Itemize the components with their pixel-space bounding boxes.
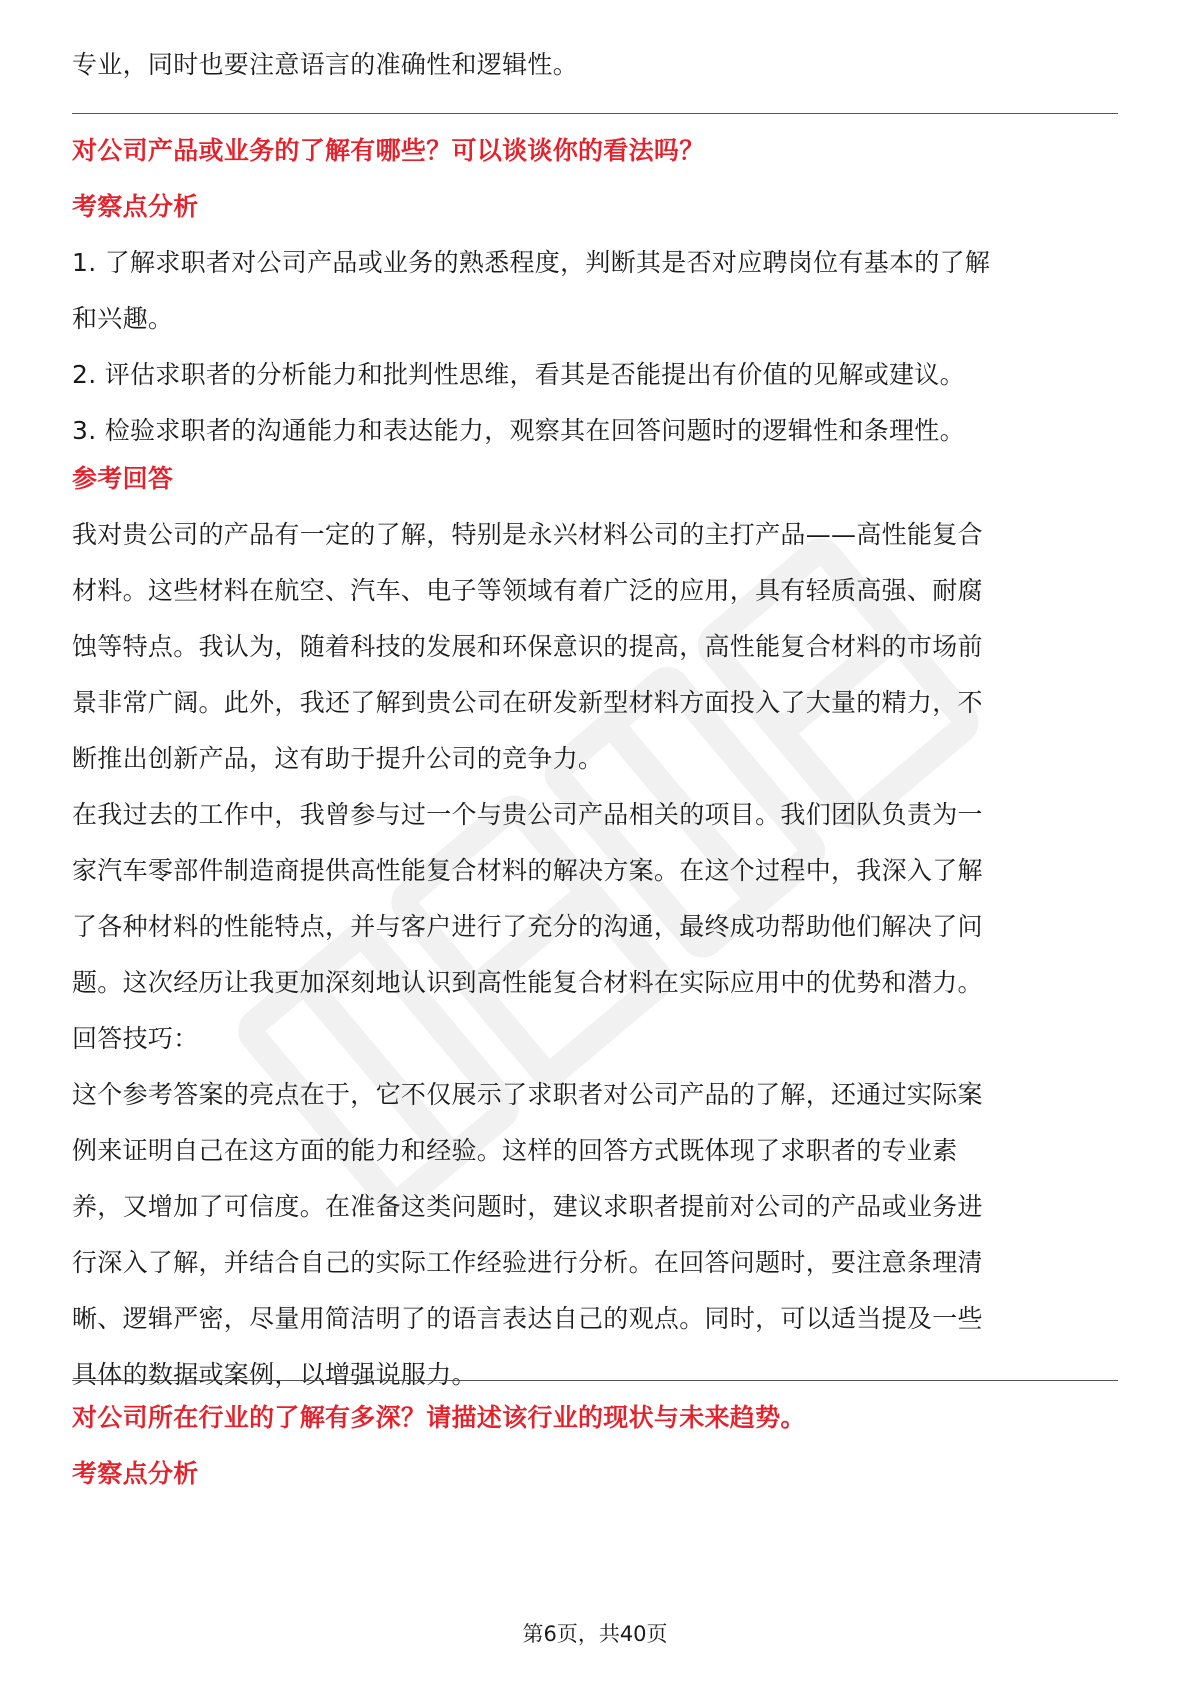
analysis-line: 2. 评估求职者的分析能力和批判性思维，看其是否能提出有价值的见解或建议。 [72, 360, 965, 389]
answer-line: 了各种材料的性能特点，并与客户进行了充分的沟通，最终成功帮助他们解决了问 [72, 912, 983, 941]
section-product-knowledge [72, 123, 990, 459]
tips-heading: 回答技巧： [72, 1024, 199, 1053]
answer-line: 家汽车零部件制造商提供高性能复合材料的解决方案。在这个过程中，我深入了解 [72, 856, 983, 885]
tips-line: 这个参考答案的亮点在于，它不仅展示了求职者对公司产品的了解，还通过实际案 [72, 1080, 983, 1109]
analysis-heading: 考察点分析 [72, 1459, 199, 1488]
answer-heading: 参考回答 [72, 464, 174, 493]
page-footer: 第6页，共40页 [522, 1622, 668, 1646]
analysis-line: 1. 了解求职者对公司产品或业务的熟悉程度，判断其是否对应聘岗位有基本的了解 [72, 248, 991, 277]
analysis-line: 和兴趣。 [72, 304, 174, 333]
section-divider [72, 113, 1118, 114]
answer-line: 材料。这些材料在航空、汽车、电子等领域有着广泛的应用，具有轻质高强、耐腐 [72, 576, 983, 605]
answer-line: 蚀等特点。我认为，随着科技的发展和环保意识的提高，高性能复合材料的市场前 [72, 632, 983, 661]
answer-line: 景非常广阔。此外，我还了解到贵公司在研发新型材料方面投入了大量的精力，不 [72, 688, 983, 717]
answer-line: 我对贵公司的产品有一定的了解，特别是永兴材料公司的主打产品——高性能复合 [72, 520, 983, 549]
analysis-heading: 考察点分析 [72, 192, 199, 221]
section-industry-knowledge [72, 1390, 806, 1502]
answer-line: 题。这次经历让我更加深刻地认识到高性能复合材料在实际应用中的优势和潜力。 [72, 968, 983, 997]
answer-line: 断推出创新产品，这有助于提升公司的竞争力。 [72, 744, 604, 773]
question-heading: 对公司所在行业的了解有多深？请描述该行业的现状与未来趋势。 [72, 1403, 806, 1432]
question-heading: 对公司产品或业务的了解有哪些？可以谈谈你的看法吗？ [72, 136, 705, 165]
paragraph-line: 专业，同时也要注意语言的准确性和逻辑性。 [72, 50, 579, 79]
answer-line: 在我过去的工作中，我曾参与过一个与贵公司产品相关的项目。我们团队负责为一 [72, 800, 983, 829]
tips-line: 具体的数据或案例，以增强说服力。 [72, 1360, 477, 1389]
reference-answer-block [72, 451, 983, 1403]
tips-line: 晰、逻辑严密，尽量用简洁明了的语言表达自己的观点。同时，可以适当提及一些 [72, 1304, 983, 1333]
tips-line: 例来证明自己在这方面的能力和经验。这样的回答方式既体现了求职者的专业素 [72, 1136, 958, 1165]
continued-paragraph [72, 37, 578, 93]
tips-line: 行深入了解，并结合自己的实际工作经验进行分析。在回答问题时，要注意条理清 [72, 1248, 983, 1277]
analysis-line: 3. 检验求职者的沟通能力和表达能力，观察其在回答问题时的逻辑性和条理性。 [72, 416, 965, 445]
tips-line: 养，又增加了可信度。在准备这类问题时，建议求职者提前对公司的产品或业务进 [72, 1192, 983, 1221]
section-divider [72, 1380, 1118, 1381]
